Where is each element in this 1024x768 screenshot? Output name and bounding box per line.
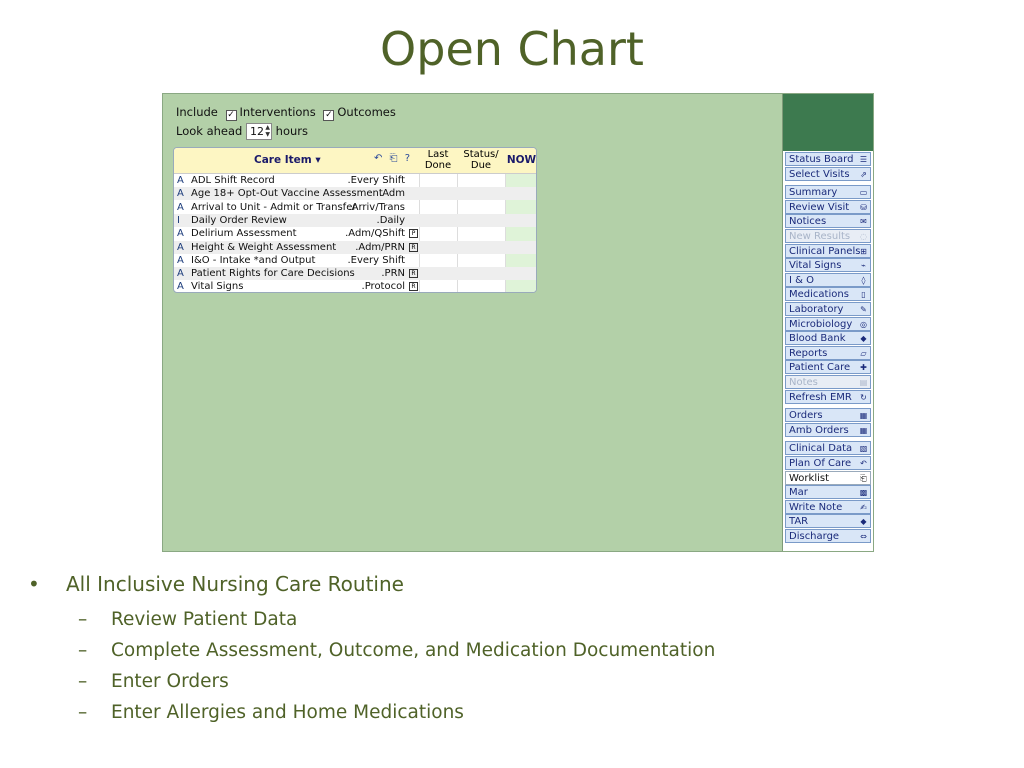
nav-icon: ▭ [859, 188, 868, 198]
nav-label: Select Visits [789, 168, 850, 180]
nav-icon: ▩ [859, 488, 868, 498]
sub-bullet-text: Enter Allergies and Home Medications [111, 702, 464, 723]
care-item-name: I&O - Intake *and Output [191, 254, 316, 266]
nav-label: Medications [789, 289, 849, 301]
nav-icon: ▦ [859, 411, 868, 421]
nav-label: New Results [789, 231, 851, 242]
look-ahead-label: Look ahead [176, 124, 243, 138]
interventions-checkbox[interactable]: ✓ [227, 110, 235, 120]
nav-notes-button[interactable] [785, 375, 871, 389]
nav-icon: ◊ [861, 275, 866, 285]
nav-sidebar [783, 94, 873, 551]
care-item-type: A [177, 201, 184, 213]
nav-label: Patient Care [789, 362, 851, 374]
table-row[interactable] [174, 201, 536, 214]
bullet-dash: – [78, 640, 88, 661]
nav-label: Laboratory [789, 304, 844, 315]
nav-label: Amb Orders [789, 424, 849, 436]
care-item-frequency: .Arriv/Trans [348, 201, 405, 213]
emr-window [162, 93, 874, 552]
table-row[interactable] [174, 267, 536, 280]
care-item-type: A [177, 241, 184, 253]
nav-icon: ✍ [860, 502, 867, 512]
nav-label: Clinical Data [789, 443, 853, 455]
care-item-frequency: .Adm/PRN [355, 241, 405, 253]
nav-orders-button[interactable] [785, 408, 871, 422]
table-row[interactable] [174, 187, 536, 200]
open-chart-pane [163, 94, 783, 551]
protocol-icon[interactable]: R [409, 269, 418, 278]
nav-label: Reports [789, 347, 828, 359]
slide-title: Open Chart [380, 22, 644, 76]
sub-bullet-text: Enter Orders [111, 671, 229, 692]
nav-icon: ◎ [860, 319, 867, 329]
nav-icon: ✉ [860, 217, 867, 227]
nav-icon: ◆ [860, 334, 867, 344]
hours-label: hours [275, 124, 309, 138]
care-item-frequency: .PRN [381, 268, 405, 280]
nav-label: Plan Of Care [789, 458, 852, 469]
nav-label: Status Board [789, 154, 854, 165]
care-item-type: A [177, 268, 184, 280]
nav-clinical-panels-button[interactable] [785, 244, 871, 258]
table-row[interactable] [174, 174, 536, 187]
include-label: Include [176, 105, 218, 119]
nav-label: Discharge [789, 531, 840, 542]
nav-medications-button[interactable] [785, 287, 871, 301]
nav-label: Clinical Panels [789, 245, 861, 257]
nav-mar-button[interactable] [785, 485, 871, 499]
protocol-icon[interactable]: R [409, 282, 418, 291]
nav-vital-signs-button[interactable] [785, 258, 871, 272]
care-item-header[interactable]: Care Item ▾ [254, 154, 321, 166]
nav-icon: ◌ [860, 232, 867, 241]
bullet-dash: – [78, 671, 88, 692]
care-item-name: ADL Shift Record [191, 175, 275, 186]
nav-i-o-button[interactable] [785, 273, 871, 287]
care-item-frequency: .Daily [376, 214, 405, 226]
table-row[interactable] [174, 280, 536, 293]
status-due-header: Status/ Due [463, 149, 499, 171]
nav-icon: ⛁ [860, 202, 867, 212]
last-done-header: Last Done [424, 149, 452, 171]
nav-icon: ↶ [860, 459, 867, 468]
nav-icon: ▱ [860, 348, 867, 358]
bullet-dash: – [78, 609, 88, 630]
header-tool-icons[interactable]: ↶ ⎗ ? [374, 153, 413, 164]
protocol-icon[interactable]: P [409, 229, 418, 238]
nav-label: Blood Bank [789, 333, 846, 345]
nav-icon: ▯ [861, 290, 866, 300]
nav-label: Microbiology [789, 318, 853, 330]
outcomes-checkbox[interactable]: ✓ [325, 110, 333, 120]
care-item-name: Vital Signs [191, 281, 244, 293]
look-ahead-row [176, 123, 308, 140]
care-item-grid [173, 147, 537, 293]
table-row[interactable] [174, 227, 536, 240]
care-item-type: A [177, 254, 184, 266]
care-item-frequency: .Every Shift [347, 175, 405, 186]
care-item-name: Height & Weight Assessment [191, 241, 337, 253]
nav-reports-button[interactable] [785, 346, 871, 360]
nav-plan-of-care-button[interactable] [785, 456, 871, 470]
nav-notices-button[interactable] [785, 214, 871, 228]
spinner-arrows-icon[interactable]: ▲ ▼ [265, 124, 271, 138]
nav-status-board-button[interactable] [785, 152, 871, 166]
care-item-type: I [177, 214, 180, 226]
care-item-name: Daily Order Review [191, 214, 287, 226]
outcomes-label: Outcomes [337, 105, 396, 119]
look-ahead-value: 12 [250, 125, 265, 138]
care-item-frequency: .Protocol [361, 281, 405, 293]
care-item-name: Arrival to Unit - Admit or Transfer [191, 201, 357, 213]
nav-label: Review Visit [789, 201, 850, 213]
nav-icon: ✚ [860, 363, 867, 373]
nav-label: Notices [789, 216, 827, 228]
nav-icon: ☰ [859, 155, 868, 164]
nav-label: I & O [789, 274, 814, 286]
nav-label: Vital Signs [789, 260, 842, 272]
nav-label: Orders [789, 410, 823, 422]
care-item-type: A [177, 281, 184, 293]
nav-worklist-button[interactable] [785, 471, 871, 485]
now-header: NOW [506, 154, 537, 166]
nav-label: Worklist [789, 472, 830, 484]
nav-icon: ⇔ [860, 532, 867, 541]
care-item-type: A [177, 175, 184, 186]
nav-blood-bank-button[interactable] [785, 331, 871, 345]
nav-label: TAR [789, 516, 809, 528]
sub-bullet-text: Review Patient Data [111, 609, 298, 630]
nav-icon: ⇗ [860, 169, 867, 179]
nav-review-visit-button[interactable] [785, 200, 871, 214]
nav-icon: ↻ [860, 392, 867, 402]
nav-icon: ▦ [859, 425, 868, 435]
care-item-frequency: .Every Shift [347, 254, 405, 266]
nav-icon: ⌁ [861, 261, 866, 271]
sub-bullet-text: Complete Assessment, Outcome, and Medication Documentation [111, 640, 716, 661]
care-item-type: A [177, 228, 184, 240]
care-item-frequency: .Adm [379, 188, 405, 200]
nav-label: Mar [789, 487, 808, 499]
nav-summary-button[interactable] [785, 185, 871, 199]
nav-laboratory-button[interactable] [785, 302, 871, 316]
nav-tar-button[interactable] [785, 514, 871, 528]
nav-label: Refresh EMR [789, 391, 852, 403]
care-item-name: Delirium Assessment [191, 228, 297, 240]
nav-new-results-button[interactable] [785, 229, 871, 243]
main-bullet-text: All Inclusive Nursing Care Routine [66, 572, 404, 596]
nav-label: Summary [789, 187, 838, 199]
protocol-icon[interactable]: R [409, 243, 418, 252]
care-item-frequency: .Adm/QShift [345, 228, 405, 240]
nav-write-note-button[interactable] [785, 500, 871, 514]
care-item-name: Age 18+ Opt-Out Vaccine Assessment [191, 188, 383, 200]
nav-icon: ◆ [860, 517, 867, 527]
care-item-type: A [177, 188, 184, 200]
nav-icon: ▧ [859, 444, 868, 454]
nav-icon: ✎ [860, 305, 867, 314]
nav-icon: ▤ [859, 378, 868, 387]
nav-icon: ⎗ [860, 473, 867, 483]
nav-icon: ⊞ [860, 246, 867, 256]
nav-microbiology-button[interactable] [785, 317, 871, 331]
nav-refresh-emr-button[interactable] [785, 390, 871, 404]
table-row[interactable] [174, 241, 536, 254]
care-item-name: Patient Rights for Care Decisions [191, 268, 355, 280]
nav-header-block [783, 94, 873, 151]
table-row[interactable] [174, 214, 536, 227]
grid-header [174, 148, 536, 174]
nav-patient-care-button[interactable] [785, 360, 871, 374]
bullet-dot: • [28, 572, 40, 596]
table-row[interactable] [174, 254, 536, 267]
interventions-label: Interventions [239, 105, 316, 119]
nav-label: Notes [789, 377, 818, 388]
look-ahead-spinner[interactable] [246, 123, 272, 140]
nav-label: Write Note [789, 501, 843, 513]
nav-clinical-data-button[interactable] [785, 441, 871, 455]
nav-amb-orders-button[interactable] [785, 423, 871, 437]
nav-discharge-button[interactable] [785, 529, 871, 543]
nav-select-visits-button[interactable] [785, 167, 871, 181]
bullet-dash: – [78, 702, 88, 723]
include-row [176, 105, 396, 121]
